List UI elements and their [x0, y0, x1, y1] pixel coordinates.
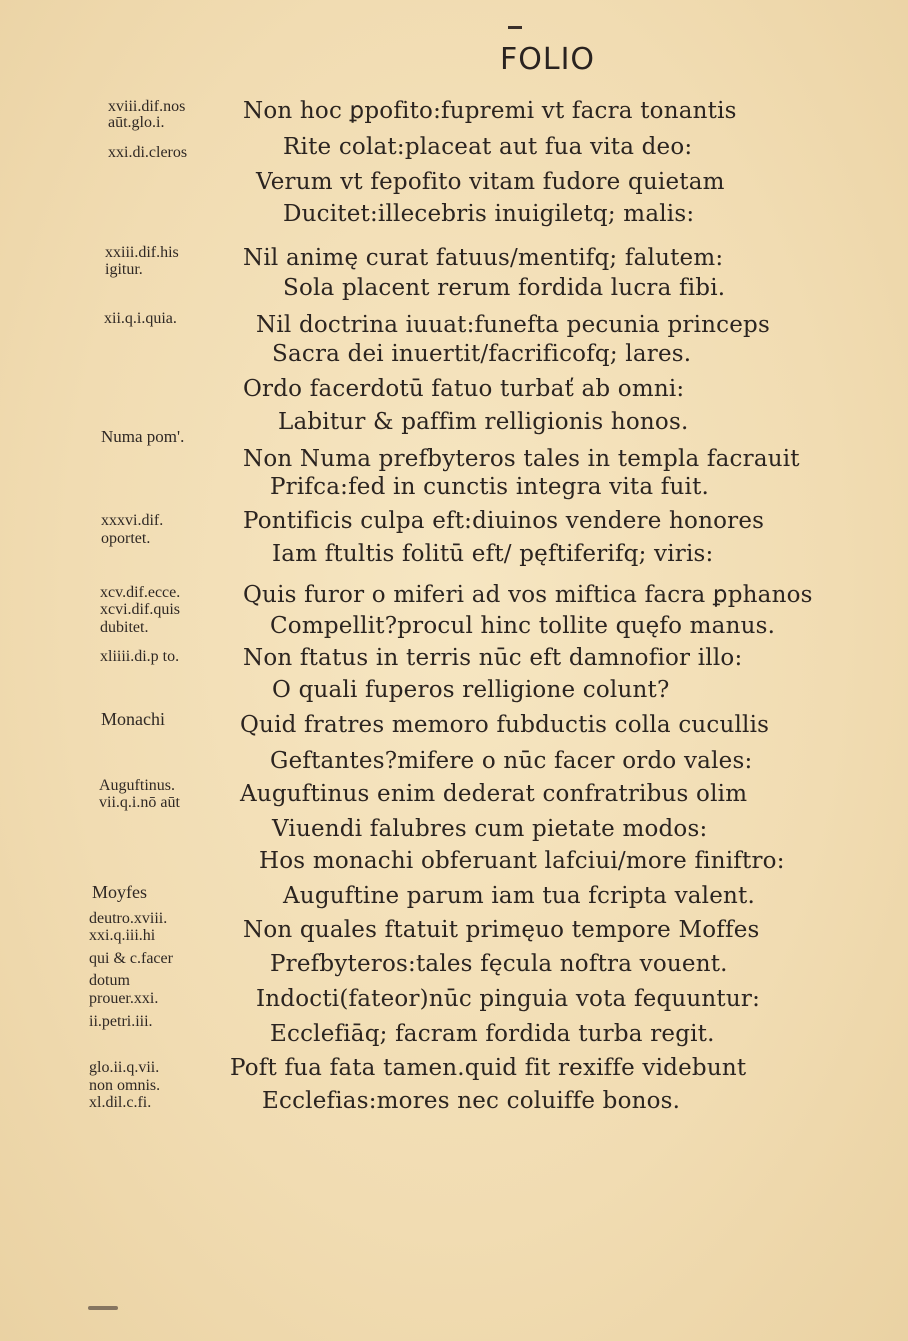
verse-line: Non hoc ꝑpofito:fupremi vt facra tonantis [243, 98, 737, 124]
verse-line: Geftantes?mifere o nūc facer ordo vales: [270, 748, 753, 774]
verse-line: Quid fratres memoro fubductis colla cucullis [240, 712, 770, 738]
margin-note: xl.dil.c.fi. [89, 1094, 152, 1111]
margin-note: xliiii.di.p to. [100, 648, 180, 665]
verse-line: Non quales ftatuit primęuo tempore Moffes [243, 917, 760, 943]
verse-line: Non ftatus in terris nūc eft damnofior illo: [243, 645, 743, 671]
verse-line: Ecclefiāq; facram fordida turba regit. [270, 1021, 715, 1047]
margin-note: Monachi [101, 709, 165, 729]
verse-line: Ducitet:illecebris inuigiletq; malis: [283, 201, 695, 227]
verse-line: Poft fua fata tamen.quid fit rexiffe videbunt [230, 1055, 747, 1081]
margin-note: igitur. [105, 261, 143, 278]
verse-line: Ecclefias:mores nec coluiffe bonos. [262, 1088, 681, 1114]
verse-line: Ordo facerdotū fatuo turbať ab omni: [243, 376, 685, 402]
margin-note: dotum [89, 972, 130, 989]
verse-line: Labitur & paffim relligionis honos. [278, 409, 689, 435]
verse-line: Quis furor o miferi ad vos miftica facra ꝑphanos [243, 582, 813, 608]
verse-line: Sola placent rerum fordida lucra fibi. [283, 275, 726, 301]
margin-note: vii.q.i.nō aūt [99, 794, 180, 811]
verse-line: Iam ftultis folitū eft/ pęftiferifq; viris: [272, 541, 714, 567]
ink-blot [88, 1306, 118, 1310]
verse-line: Viuendi falubres cum pietate modos: [272, 816, 708, 842]
margin-note: Moyfes [92, 882, 147, 902]
verse-line: Pontificis culpa eft:diuinos vendere honores [243, 508, 765, 534]
verse-line: Indocti(fateor)nūc pinguia vota fequuntur: [256, 986, 761, 1012]
verse-line: Prifca:fed in cunctis integra vita fuit. [270, 474, 710, 500]
verse-line: Rite colat:placeat aut fua vita deo: [283, 134, 693, 160]
margin-note: ii.petri.iii. [89, 1013, 153, 1030]
margin-note: qui & c.facer [89, 950, 173, 967]
page-header-folio: FOLIO [500, 42, 596, 77]
margin-note: xxiii.dif.his [105, 244, 179, 261]
verse-line: Auguftinus enim dederat confratribus olim [240, 781, 748, 807]
verse-line: Sacra dei inuertit/facrificofq; lares. [272, 341, 692, 367]
margin-note: prouer.xxi. [89, 990, 159, 1007]
margin-note: Numa pom'. [101, 427, 185, 446]
margin-note: deutro.xviii. [89, 910, 168, 927]
margin-note: non omnis. [89, 1077, 161, 1094]
verse-line: Auguftine parum iam tua fcripta valent. [283, 883, 756, 909]
verse-line: O quali fuperos relligione colunt? [272, 677, 670, 703]
margin-note: glo.ii.q.vii. [89, 1059, 160, 1076]
verse-line: Compellit?procul hinc tollite quęfo manus. [270, 613, 776, 639]
verse-line: Hos monachi obferuant lafciui/more finiftro: [259, 848, 785, 874]
margin-note: xxxvi.dif. [101, 512, 164, 529]
margin-note: oportet. [101, 530, 151, 547]
verse-line: Nil animę curat fatuus/mentifq; falutem: [243, 245, 724, 271]
printers-mark [508, 26, 522, 29]
margin-note: xxi.q.iii.hi [89, 927, 156, 944]
margin-note: xxi.di.cleros [108, 144, 188, 161]
verse-line: Verum vt fepofito vitam fudore quietam [256, 169, 725, 195]
verse-line: Non Numa prefbyteros tales in templa facrauit [243, 446, 800, 472]
margin-note: aūt.glo.i. [108, 114, 165, 131]
margin-note: xii.q.i.quia. [104, 310, 177, 327]
margin-note: xviii.dif.nos [108, 98, 186, 115]
margin-note: xcv.dif.ecce. [100, 584, 181, 601]
margin-note: dubitet. [100, 619, 149, 636]
verse-line: Prefbyteros:tales fęcula noftra vouent. [270, 951, 728, 977]
margin-note: xcvi.dif.quis [100, 601, 180, 618]
verse-line: Nil doctrina iuuat:funefta pecunia princeps [256, 312, 770, 338]
margin-note: Auguftinus. [99, 777, 175, 794]
